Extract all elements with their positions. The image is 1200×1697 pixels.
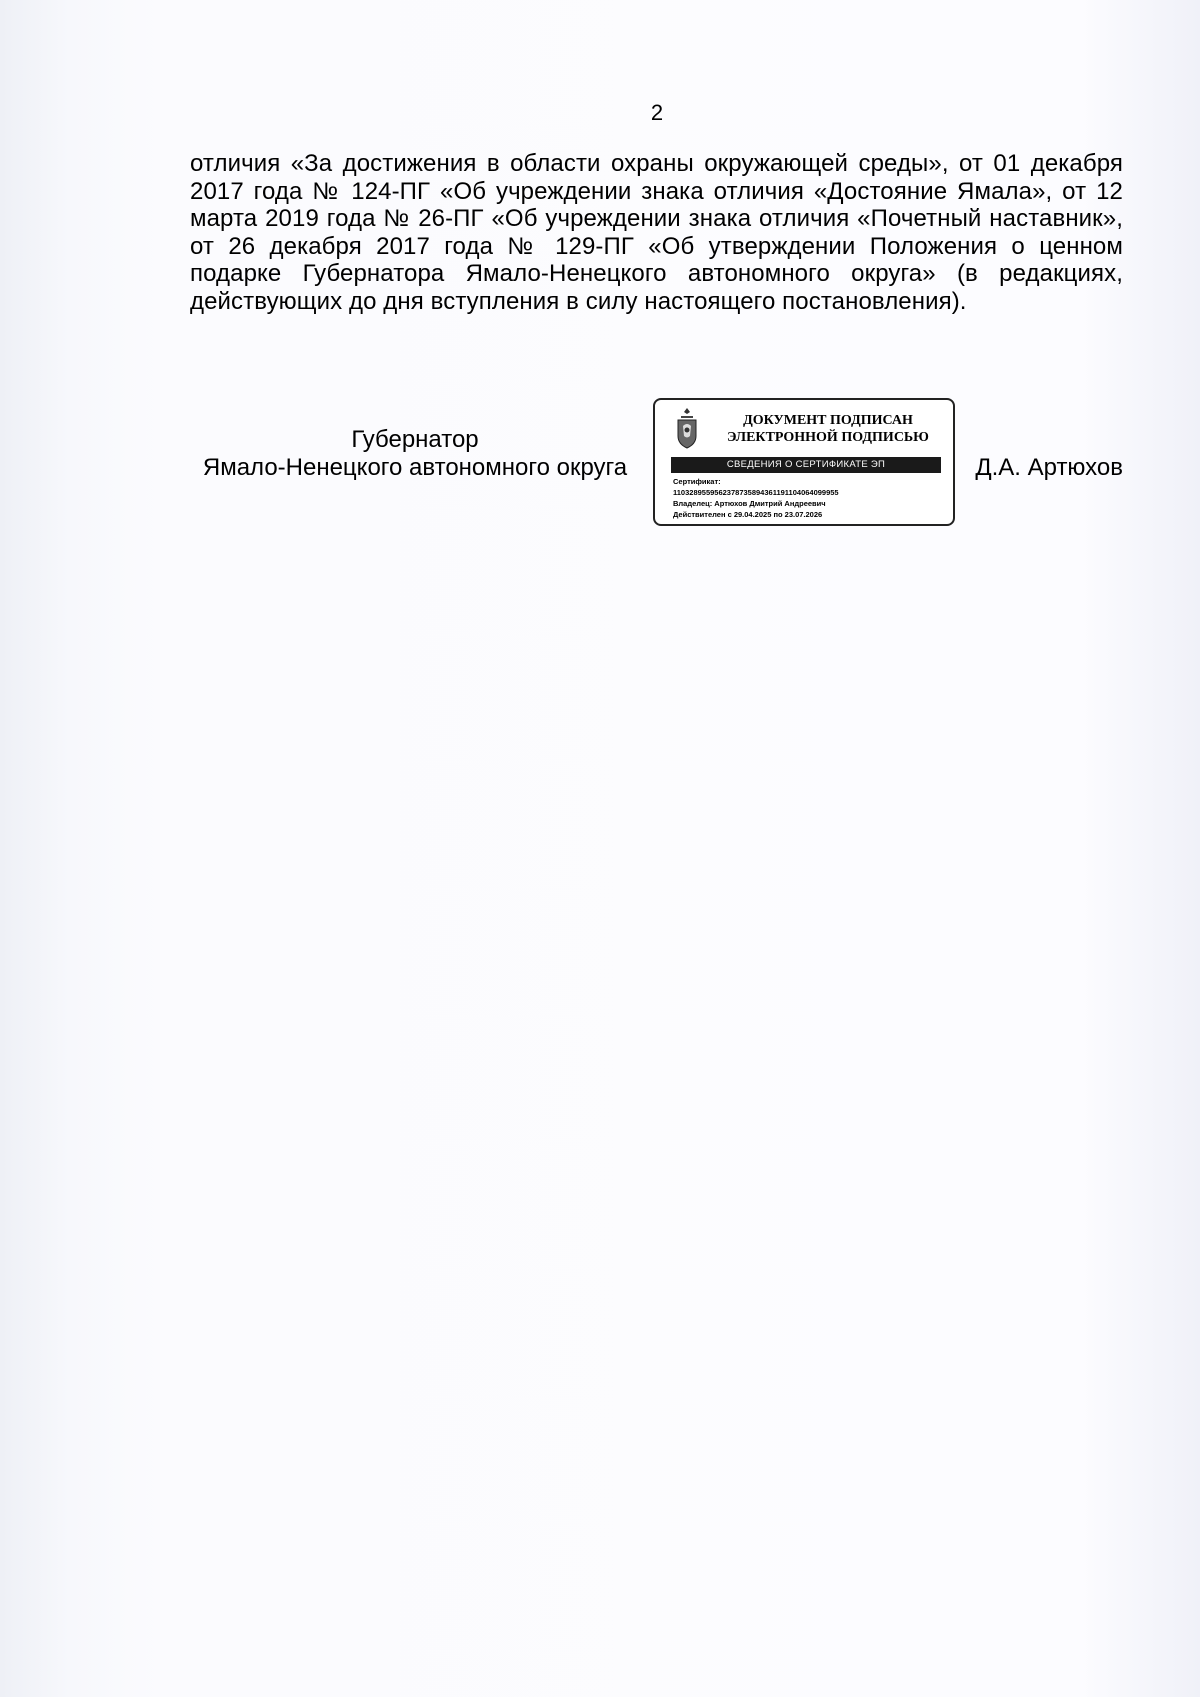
signatory-name: Д.А. Артюхов xyxy=(975,454,1123,481)
certificate-info-bar: СВЕДЕНИЯ О СЕРТИФИКАТЕ ЭП xyxy=(671,457,941,473)
coat-of-arms-icon xyxy=(673,406,701,450)
certificate-validity: Действителен с 29.04.2025 по 23.07.2026 xyxy=(673,510,823,519)
signature-block xyxy=(190,398,1123,538)
body-paragraph: отличия «За достижения в области охраны окружающей среды», от 01 декабря 2017 года № 124-ПГ «Об учреждении знака отличия «Достояние Ямала», от 12 марта 2019 года № 26-ПГ «Об учреждении знака отличия «Почетный наставник», от 26 декабря 2017 года № 129-ПГ «Об утверждении Положения о ценном подарке Губернатора Ямало-Ненецкого автономного округа» (в редакциях, действующих до дня вступления в силу настоящего постановления). xyxy=(190,150,1123,315)
signatory-position xyxy=(190,426,640,482)
electronic-signature-stamp xyxy=(653,398,955,526)
page-number: 2 xyxy=(650,100,664,125)
certificate-details xyxy=(673,476,953,520)
certificate-owner: Владелец: Артюхов Дмитрий Андреевич xyxy=(673,499,826,508)
stamp-title-line-1: ДОКУМЕНТ ПОДПИСАН xyxy=(743,413,913,428)
certificate-number: 1103289559562378735894361191104064099955 xyxy=(673,488,839,497)
position-line-1: Губернатор xyxy=(351,426,479,453)
certificate-label: Сертификат: xyxy=(673,477,721,486)
position-line-2: Ямало-Ненецкого автономного округа xyxy=(202,454,628,481)
stamp-title-line-2: ЭЛЕКТРОННОЙ ПОДПИСЬЮ xyxy=(727,430,929,445)
stamp-title xyxy=(705,412,951,446)
